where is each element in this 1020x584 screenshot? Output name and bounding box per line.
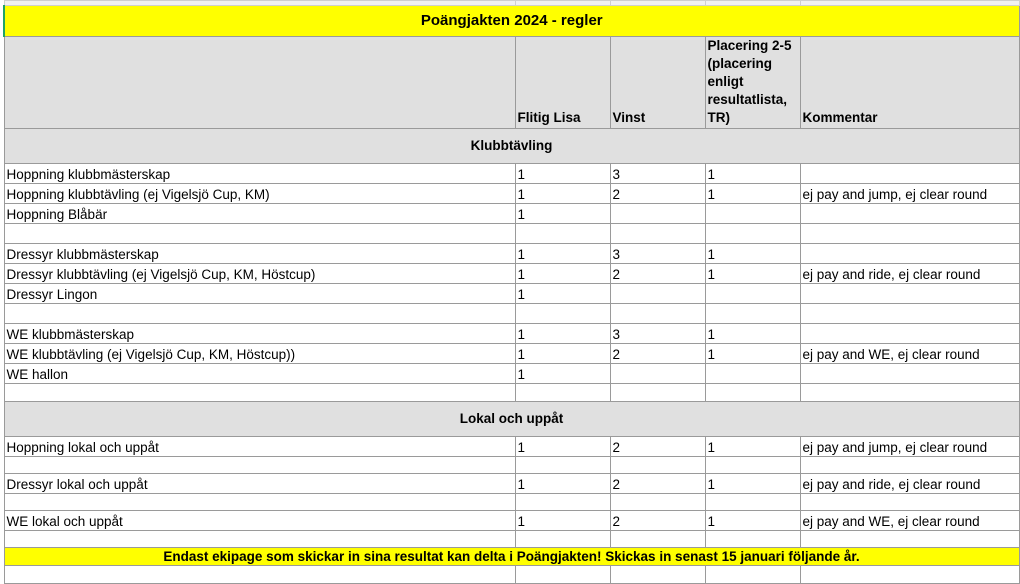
cell[interactable] [705, 224, 800, 244]
cell[interactable] [515, 531, 610, 548]
vinst-cell[interactable]: 2 [610, 264, 705, 284]
placering-cell[interactable]: 1 [705, 324, 800, 344]
vinst-cell[interactable]: 3 [610, 244, 705, 264]
activity-cell[interactable]: Dressyr Lingon [4, 284, 515, 304]
vinst-cell[interactable]: 2 [610, 437, 705, 457]
kommentar-cell[interactable] [800, 364, 1019, 384]
empty-row [4, 457, 1019, 474]
placering-cell[interactable] [705, 284, 800, 304]
header-vinst[interactable]: Vinst [610, 37, 705, 129]
cell[interactable] [610, 531, 705, 548]
flitig-cell[interactable]: 1 [515, 264, 610, 284]
empty-row [4, 384, 1019, 402]
cell[interactable] [4, 494, 515, 511]
activity-cell[interactable]: Hoppning Blåbär [4, 204, 515, 224]
cell[interactable] [610, 384, 705, 402]
cell[interactable] [800, 566, 1019, 584]
flitig-cell[interactable]: 1 [515, 204, 610, 224]
flitig-cell[interactable]: 1 [515, 511, 610, 531]
placering-cell[interactable]: 1 [705, 511, 800, 531]
activity-cell[interactable]: Hoppning lokal och uppåt [4, 437, 515, 457]
table-row [4, 164, 1019, 184]
empty-row [4, 566, 1019, 584]
flitig-cell[interactable]: 1 [515, 184, 610, 204]
cell[interactable] [515, 304, 610, 324]
activity-cell[interactable]: Dressyr klubbtävling (ej Vigelsjö Cup, KM, Höstcup) [4, 264, 515, 284]
flitig-cell[interactable]: 1 [515, 284, 610, 304]
activity-cell[interactable]: Hoppning klubbtävling (ej Vigelsjö Cup, KM) [4, 184, 515, 204]
cell[interactable] [515, 224, 610, 244]
placering-cell[interactable] [705, 204, 800, 224]
cell[interactable] [800, 384, 1019, 402]
header-kommentar[interactable]: Kommentar [800, 37, 1019, 129]
vinst-cell[interactable] [610, 204, 705, 224]
placering-cell[interactable]: 1 [705, 184, 800, 204]
cell[interactable] [800, 494, 1019, 511]
kommentar-cell[interactable]: ej pay and WE, ej clear round [800, 511, 1019, 531]
footer-row [4, 548, 1019, 566]
cell[interactable] [610, 494, 705, 511]
cell[interactable] [705, 304, 800, 324]
vinst-cell[interactable]: 2 [610, 184, 705, 204]
cell[interactable] [610, 224, 705, 244]
table-row [4, 474, 1019, 494]
header-placering[interactable]: Placering 2-5 (placering enligt resultatlista, TR) [705, 37, 800, 129]
section-row-club [4, 129, 1019, 164]
cell[interactable] [800, 457, 1019, 474]
cell[interactable] [515, 384, 610, 402]
kommentar-cell[interactable] [800, 244, 1019, 264]
flitig-cell[interactable]: 1 [515, 437, 610, 457]
cell[interactable] [4, 457, 515, 474]
kommentar-cell[interactable] [800, 164, 1019, 184]
activity-cell[interactable]: WE lokal och uppåt [4, 511, 515, 531]
header-flitig-lisa[interactable]: Flitig Lisa [515, 37, 610, 129]
cell[interactable] [705, 494, 800, 511]
table-row [4, 344, 1019, 364]
cell[interactable] [4, 304, 515, 324]
placering-cell[interactable]: 1 [705, 474, 800, 494]
kommentar-cell[interactable]: ej pay and ride, ej clear round [800, 474, 1019, 494]
vinst-cell[interactable]: 2 [610, 511, 705, 531]
table-row [4, 511, 1019, 531]
cell[interactable] [515, 566, 610, 584]
empty-row [4, 494, 1019, 511]
flitig-cell[interactable]: 1 [515, 474, 610, 494]
section-row-local [4, 402, 1019, 437]
cell[interactable] [610, 457, 705, 474]
placering-cell[interactable]: 1 [705, 264, 800, 284]
placering-cell[interactable] [705, 364, 800, 384]
cell[interactable] [800, 224, 1019, 244]
kommentar-cell[interactable]: ej pay and WE, ej clear round [800, 344, 1019, 364]
vinst-cell[interactable]: 2 [610, 344, 705, 364]
flitig-cell[interactable]: 1 [515, 164, 610, 184]
cell[interactable] [515, 494, 610, 511]
cell[interactable] [4, 224, 515, 244]
kommentar-cell[interactable]: ej pay and ride, ej clear round [800, 264, 1019, 284]
flitig-cell[interactable]: 1 [515, 324, 610, 344]
header-row [4, 37, 1019, 129]
vinst-cell[interactable]: 2 [610, 474, 705, 494]
header-cell-activity[interactable] [4, 37, 515, 129]
empty-row [4, 531, 1019, 548]
footer-notice[interactable]: Endast ekipage som skickar in sina resultat kan delta i Poängjakten! Skickas in senast 15 januari följande år. [4, 548, 1019, 566]
placering-cell[interactable]: 1 [705, 437, 800, 457]
table-row [4, 364, 1019, 384]
cell[interactable] [705, 566, 800, 584]
table-row [4, 244, 1019, 264]
kommentar-cell[interactable] [800, 204, 1019, 224]
cell[interactable] [610, 304, 705, 324]
cell[interactable] [4, 531, 515, 548]
table-row [4, 264, 1019, 284]
empty-row [4, 304, 1019, 324]
flitig-cell[interactable]: 1 [515, 344, 610, 364]
vinst-cell[interactable] [610, 364, 705, 384]
placering-cell[interactable]: 1 [705, 244, 800, 264]
table-row [4, 184, 1019, 204]
kommentar-cell[interactable] [800, 324, 1019, 344]
cell[interactable] [610, 566, 705, 584]
flitig-cell[interactable]: 1 [515, 244, 610, 264]
cell[interactable] [515, 457, 610, 474]
placering-cell[interactable]: 1 [705, 164, 800, 184]
activity-cell[interactable]: Dressyr klubbmästerskap [4, 244, 515, 264]
cell[interactable] [4, 384, 515, 402]
vinst-cell[interactable] [610, 284, 705, 304]
vinst-cell[interactable]: 3 [610, 164, 705, 184]
cell[interactable] [800, 304, 1019, 324]
activity-cell[interactable]: Hoppning klubbmästerskap [4, 164, 515, 184]
table-row [4, 204, 1019, 224]
placering-cell[interactable]: 1 [705, 344, 800, 364]
kommentar-cell[interactable]: ej pay and jump, ej clear round [800, 437, 1019, 457]
section-title-local[interactable]: Lokal och uppåt [4, 402, 1019, 437]
kommentar-cell[interactable] [800, 284, 1019, 304]
empty-row [4, 224, 1019, 244]
table-row [4, 437, 1019, 457]
page-title[interactable]: Poängjakten 2024 - regler [4, 6, 1019, 37]
table-row [4, 284, 1019, 304]
cell[interactable] [705, 457, 800, 474]
rules-table [3, 0, 1020, 584]
flitig-cell[interactable]: 1 [515, 364, 610, 384]
cell[interactable] [800, 531, 1019, 548]
activity-cell[interactable]: WE klubbmästerskap [4, 324, 515, 344]
table-row [4, 324, 1019, 344]
vinst-cell[interactable]: 3 [610, 324, 705, 344]
cell[interactable] [705, 531, 800, 548]
activity-cell[interactable]: WE klubbtävling (ej Vigelsjö Cup, KM, Höstcup)) [4, 344, 515, 364]
cell[interactable] [705, 384, 800, 402]
kommentar-cell[interactable]: ej pay and jump, ej clear round [800, 184, 1019, 204]
activity-cell[interactable]: WE hallon [4, 364, 515, 384]
cell[interactable] [4, 566, 515, 584]
section-title-club[interactable]: Klubbtävling [4, 129, 1019, 164]
title-row [4, 6, 1019, 37]
activity-cell[interactable]: Dressyr lokal och uppåt [4, 474, 515, 494]
